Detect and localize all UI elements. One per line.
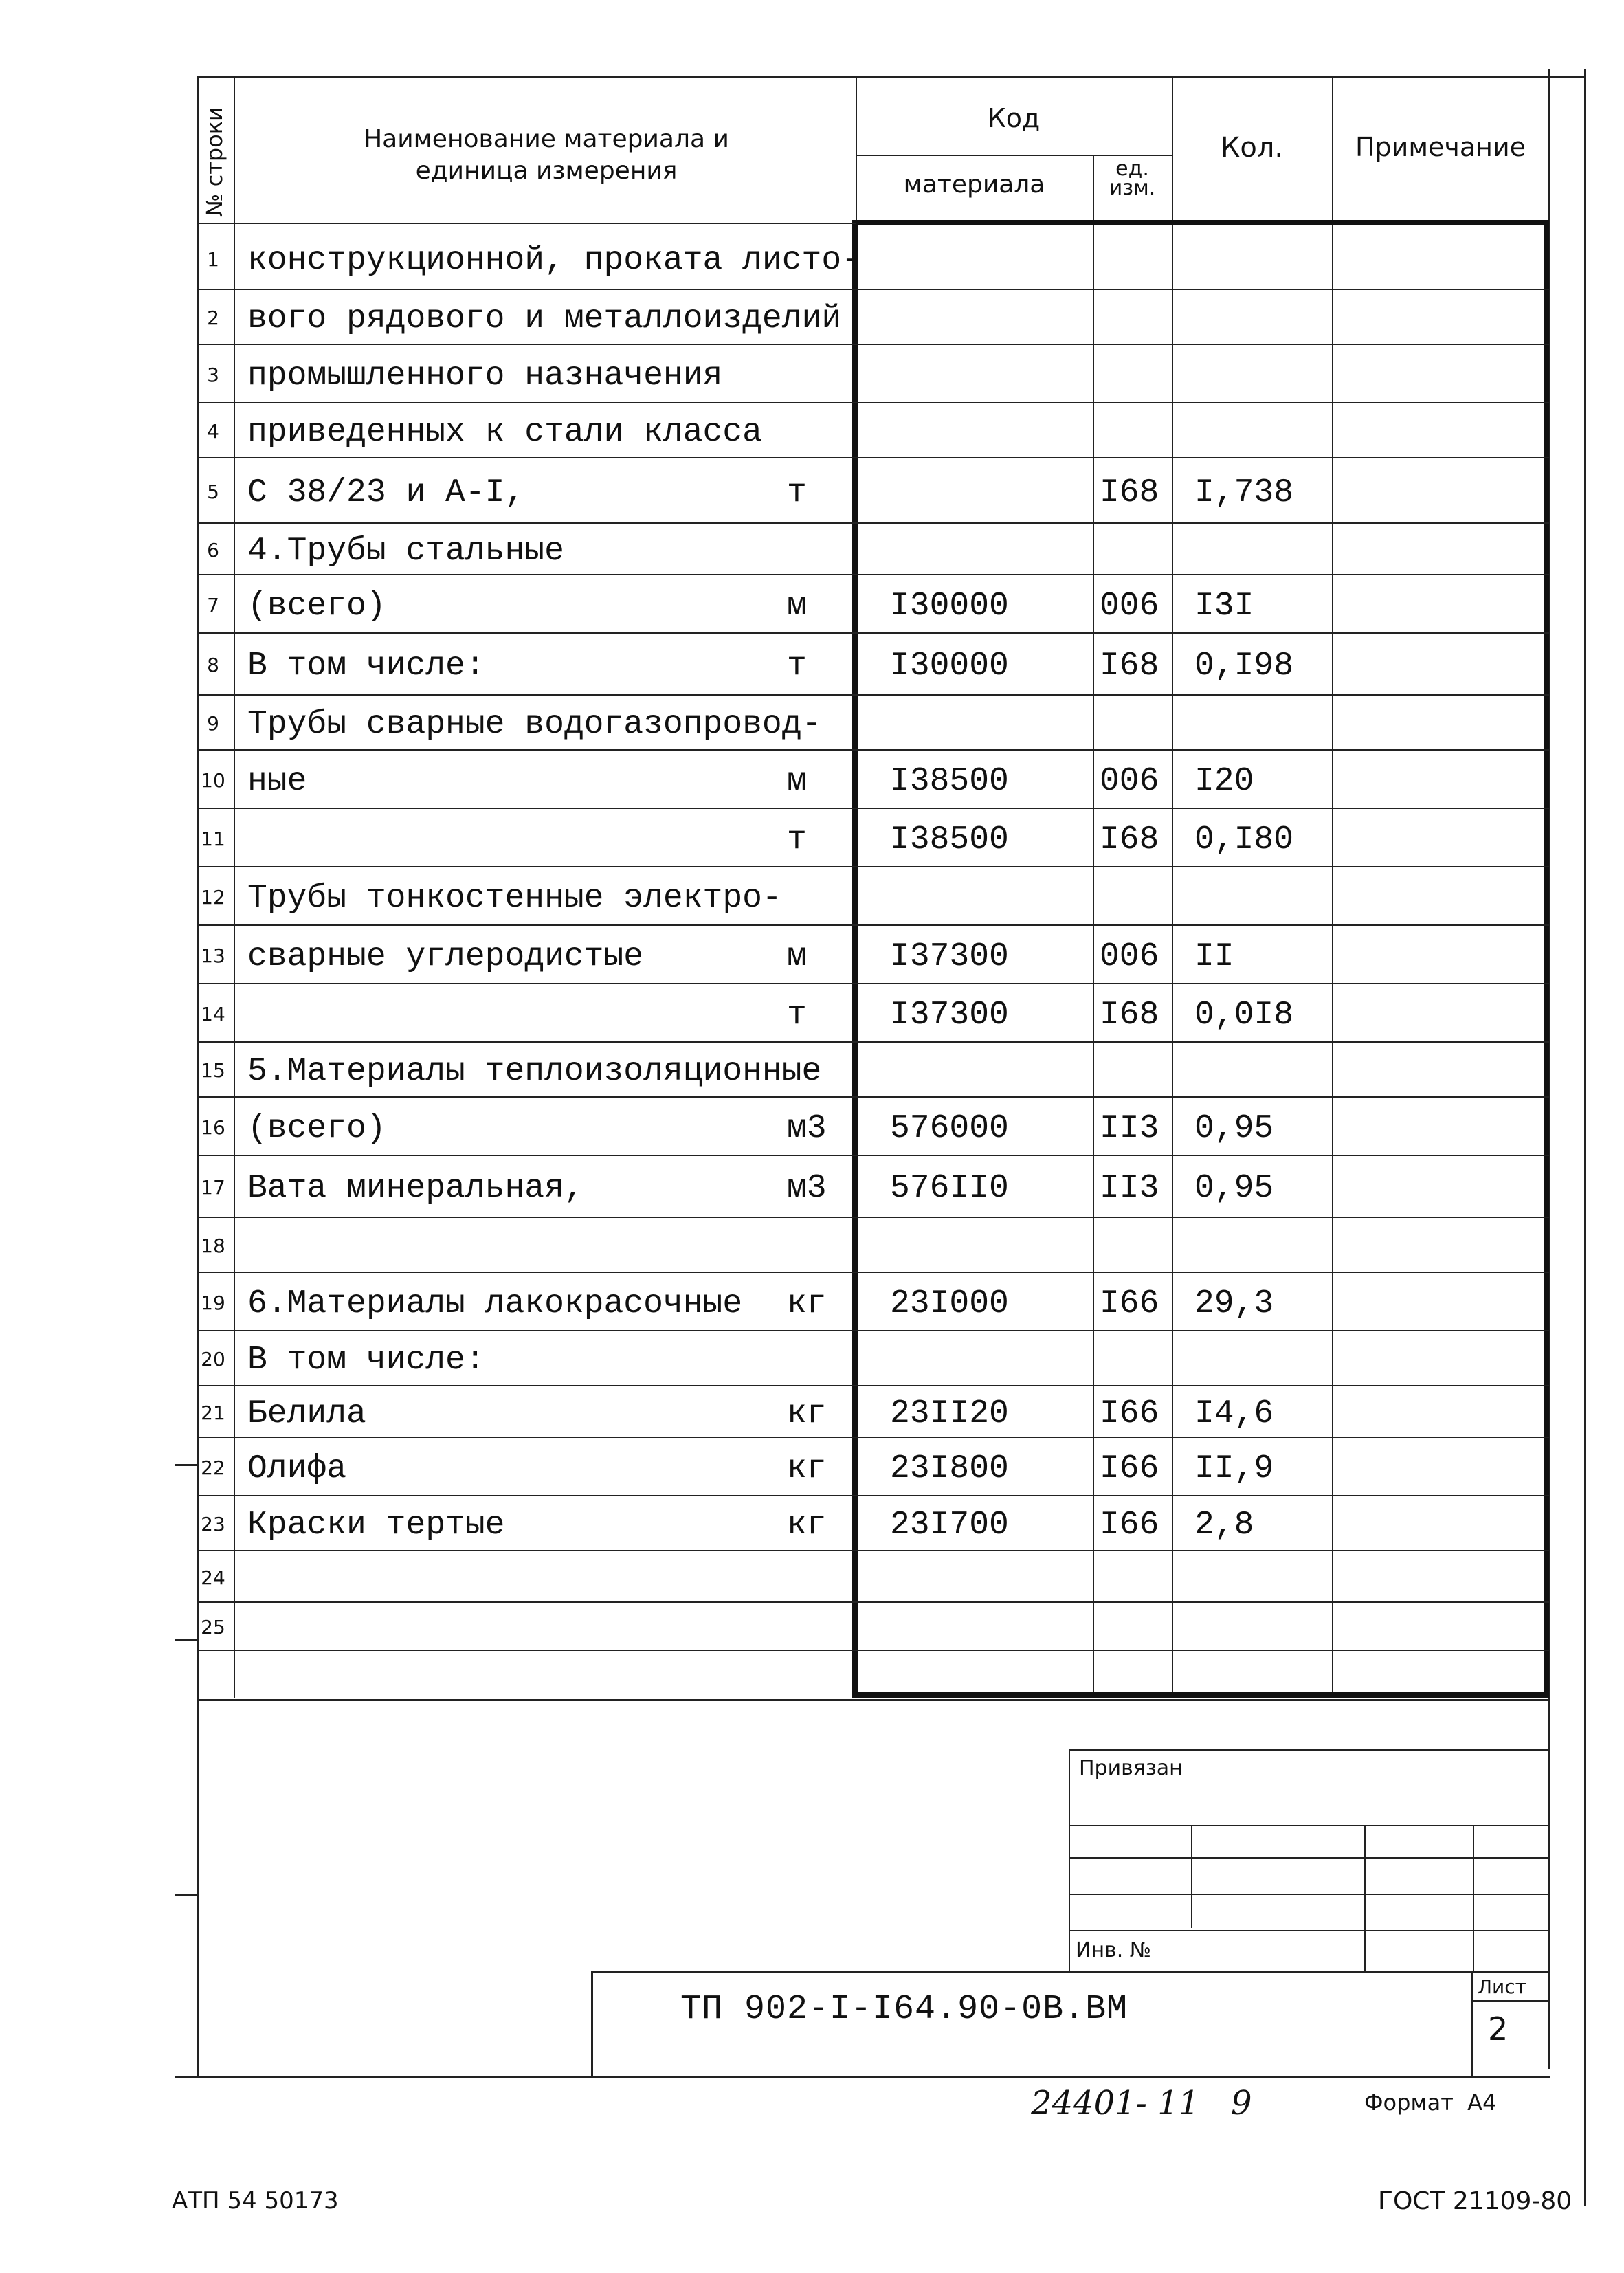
binding-tick [175, 1894, 197, 1896]
row-separator [197, 1385, 1549, 1386]
binding-tick [175, 1639, 197, 1641]
material-code-header: материала [903, 170, 1045, 199]
stamp-col [1191, 1825, 1192, 1928]
material-name: Олифа [247, 1450, 347, 1487]
material-name: сварные углеродистые [247, 938, 644, 975]
row-separator [197, 1437, 1549, 1438]
col-divider-rownum [234, 76, 235, 1698]
row-separator [197, 866, 1549, 867]
col-divider-qty [1172, 76, 1173, 1698]
row-separator [197, 522, 1549, 524]
row-number: 20 [201, 1348, 225, 1371]
row-separator [197, 1096, 1549, 1098]
material-name: вого рядового и металлоизделий [247, 300, 842, 337]
document-code: ТП 902-I-I64.90-0В.ВМ [680, 1990, 1128, 2029]
quantity: I20 [1194, 762, 1254, 800]
quantity: I3I [1194, 587, 1254, 625]
row-separator [197, 749, 1549, 751]
name-column-header: Наименование материала и единица измерения [364, 125, 729, 185]
unit-name: м [787, 587, 807, 625]
row-number: 12 [201, 885, 225, 909]
row-separator [197, 1217, 1549, 1218]
row-separator [197, 402, 1549, 403]
quantity: II,9 [1194, 1450, 1274, 1487]
frame-bottom-border [175, 2076, 1550, 2078]
unit-code: I68 [1100, 996, 1159, 1034]
row-separator [197, 289, 1549, 290]
atp-label: АТП 54 50173 [172, 2187, 339, 2215]
unit-code: I68 [1100, 821, 1159, 858]
row-number: 25 [201, 1616, 225, 1639]
unit-name: м [787, 762, 807, 800]
unit-code: II3 [1100, 1170, 1159, 1207]
row-number: 22 [201, 1456, 225, 1479]
row-number: 9 [207, 712, 219, 735]
unit-code: I66 [1100, 1450, 1159, 1487]
col-divider-note [1332, 76, 1333, 1698]
material-name: С 38/23 и А-I, [247, 474, 525, 511]
material-name: Трубы тонкостенные электро- [247, 879, 782, 917]
material-name: Краски тертые [247, 1507, 505, 1544]
material-name: Белила [247, 1395, 366, 1432]
unit-name: м [787, 938, 807, 975]
handwritten-inventory-number: 24401- 11 9 [1031, 2084, 1252, 2122]
unit-name: кг [787, 1450, 827, 1487]
row-number: 14 [201, 1002, 225, 1025]
stamp-attached-left [1069, 1749, 1070, 1973]
unit-name: м3 [787, 1109, 827, 1147]
body-frame-top [852, 220, 1549, 225]
row-number: 16 [201, 1116, 225, 1139]
gost-label: ГОСТ 21109-80 [1378, 2187, 1572, 2215]
material-name: приведенных к стали класса [247, 414, 762, 451]
unit-code: 006 [1100, 938, 1159, 975]
material-code: 23I800 [890, 1450, 1009, 1487]
stamp-line [1069, 1930, 1550, 1931]
material-code: I30000 [890, 587, 1009, 625]
unit-code: II3 [1100, 1109, 1159, 1147]
row-separator [197, 808, 1549, 809]
quantity: 0,95 [1194, 1170, 1274, 1207]
material-name: Вата минеральная, [247, 1170, 584, 1207]
row-number: 4 [207, 420, 219, 443]
attached-label: Привязан [1079, 1756, 1183, 1780]
row-number: 11 [201, 827, 225, 850]
material-code: 576000 [890, 1109, 1009, 1147]
row-separator [197, 1272, 1549, 1273]
unit-name: кг [787, 1395, 827, 1432]
title-block-top [591, 1971, 1550, 1973]
header-bottom-line [197, 223, 856, 224]
quantity: I,738 [1194, 474, 1294, 511]
unit-name: м3 [787, 1170, 827, 1207]
row-separator [197, 574, 1549, 575]
row-number: 5 [207, 480, 219, 503]
stamp-col [1364, 1825, 1366, 1971]
material-code: I38500 [890, 762, 1009, 800]
row-separator [197, 344, 1549, 345]
body-frame-left [852, 220, 858, 1698]
row-separator [197, 1330, 1549, 1331]
note-column-header: Примечание [1355, 132, 1526, 162]
material-name: ные [247, 762, 307, 800]
unit-code: I68 [1100, 647, 1159, 685]
row-number: 23 [201, 1513, 225, 1535]
row-number: 19 [201, 1291, 225, 1314]
material-code: 23I700 [890, 1507, 1009, 1544]
unit-name: т [787, 647, 807, 685]
material-name: (всего) [247, 1109, 386, 1147]
row-number: 13 [201, 944, 225, 967]
row-number: 18 [201, 1234, 225, 1257]
row-separator [197, 1601, 1549, 1603]
unit-name: кг [787, 1507, 827, 1544]
header-code-divider [856, 155, 1172, 156]
sheet-label-divider [1471, 2000, 1550, 2002]
quantity: 0,I80 [1194, 821, 1294, 858]
row-separator [197, 1550, 1549, 1551]
material-code: 576II0 [890, 1170, 1009, 1207]
stamp-line [1069, 1857, 1550, 1859]
quantity: 0,I98 [1194, 647, 1294, 685]
row-number: 24 [201, 1566, 225, 1589]
row-number: 8 [207, 654, 219, 676]
row-separator [197, 1041, 1549, 1043]
material-code: I37300 [890, 996, 1009, 1034]
row-number: 15 [201, 1059, 225, 1082]
quantity: 29,3 [1194, 1285, 1274, 1322]
unit-code: 006 [1100, 762, 1159, 800]
unit-code: I66 [1100, 1285, 1159, 1322]
binding-tick [175, 1464, 197, 1466]
row-separator [197, 1495, 1549, 1496]
material-code: I37300 [890, 938, 1009, 975]
material-code: I38500 [890, 821, 1009, 858]
row-number: 17 [201, 1176, 225, 1199]
quantity: I4,6 [1194, 1395, 1274, 1432]
row-separator [197, 632, 1549, 634]
material-name: В том числе: [247, 1342, 485, 1379]
material-name: В том числе: [247, 647, 485, 685]
sheet-number: 2 [1488, 2010, 1509, 2048]
frame-top-border [197, 76, 1585, 78]
row-number: 1 [207, 248, 219, 271]
body-frame-bottom [852, 1692, 1549, 1698]
row-separator [197, 983, 1549, 984]
code-column-header: Код [987, 103, 1041, 133]
row-number: 3 [207, 363, 219, 386]
row-separator [197, 924, 1549, 926]
material-name: промышленного назначения [247, 357, 723, 395]
title-block-left [591, 1971, 593, 2078]
stamp-line [1069, 1825, 1550, 1826]
stamp-top-line [197, 1699, 1549, 1701]
material-name: Трубы сварные водогазопровод- [247, 706, 822, 743]
quantity: 0,95 [1194, 1109, 1274, 1147]
material-code: I30000 [890, 647, 1009, 685]
row-number: 10 [201, 768, 225, 792]
row-number: 6 [207, 538, 219, 562]
inventory-number-label: Инв. № [1076, 1938, 1152, 1962]
row-number-header: № строки [201, 107, 227, 217]
row-separator [197, 1155, 1549, 1156]
unit-code: I66 [1100, 1507, 1159, 1544]
format-label: Формат А4 [1364, 2089, 1497, 2116]
qty-column-header: Кол. [1220, 132, 1284, 164]
material-name: 5.Материалы теплоизоляционные [247, 1053, 822, 1090]
row-separator [197, 1650, 1549, 1651]
material-name: конструкционной, проката листо- [247, 242, 861, 279]
material-name: (всего) [247, 587, 386, 625]
row-number: 21 [201, 1401, 225, 1424]
material-code: 23I000 [890, 1285, 1009, 1322]
frame-outer-right-edge [1584, 69, 1586, 2206]
title-block-sheet-divider [1471, 1971, 1473, 2078]
material-code: 23II20 [890, 1395, 1009, 1432]
unit-code: I68 [1100, 474, 1159, 511]
row-number: 7 [207, 593, 219, 617]
quantity: 2,8 [1194, 1507, 1254, 1544]
quantity: 0,0I8 [1194, 996, 1294, 1034]
unit-code: 006 [1100, 587, 1159, 625]
material-name: 4.Трубы стальные [247, 532, 564, 570]
material-name: 6.Материалы лакокрасочные [247, 1285, 743, 1322]
unit-name: т [787, 474, 807, 511]
row-separator [197, 457, 1549, 458]
stamp-line [1069, 1894, 1550, 1895]
unit-code-header: ед. изм. [1109, 157, 1156, 200]
stamp-attached-top [1069, 1749, 1550, 1751]
sheet-label: Лист [1478, 1975, 1526, 1998]
body-frame-right [1544, 220, 1549, 1698]
row-number: 2 [207, 307, 219, 329]
unit-name: кг [787, 1285, 827, 1322]
row-separator [197, 694, 1549, 696]
stamp-col [1473, 1825, 1474, 1971]
unit-name: т [787, 996, 807, 1034]
unit-name: т [787, 821, 807, 858]
unit-code: I66 [1100, 1395, 1159, 1432]
quantity: II [1194, 938, 1234, 975]
